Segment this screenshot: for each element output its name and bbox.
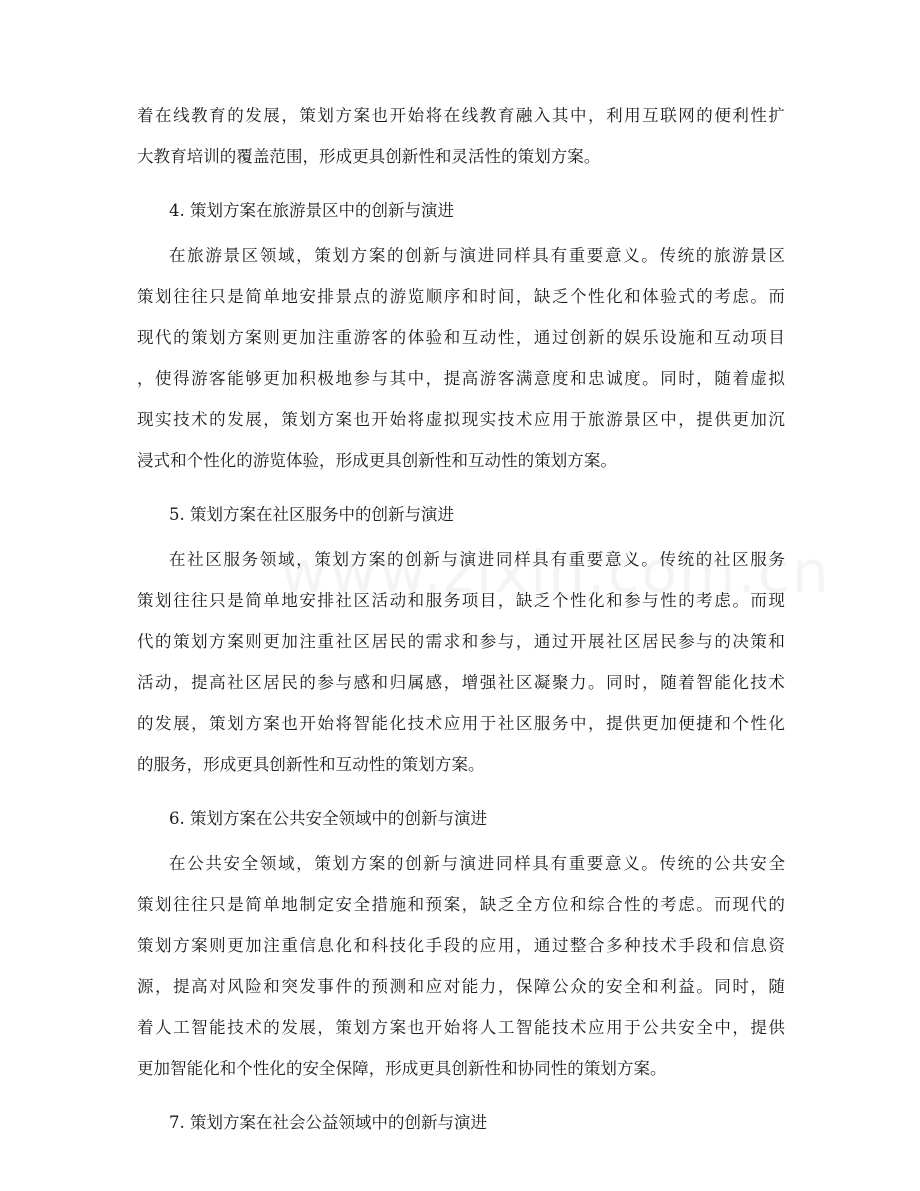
paragraph-line: 代的策划方案则更加注重社区居民的需求和参与，通过开展社区居民参与的决策和 [137,632,785,651]
paragraph-line: 现代的策划方案则更加注重游客的体验和互动性，通过创新的娱乐设施和互动项目 [137,328,785,347]
paragraph-line: 的发展，策划方案也开始将智能化技术应用于社区服务中，提供更加便捷和个性化 [137,714,785,733]
paragraph-line: 的服务，形成更具创新性和互动性的策划方案。 [137,755,485,774]
paragraph-line: 着在线教育的发展，策划方案也开始将在线教育融入其中，利用互联网的便利性扩 [137,106,785,125]
paragraph-line: 在社区服务领域，策划方案的创新与演进同样具有重要意义。传统的社区服务 [169,550,785,569]
paragraph-line: 大教育培训的覆盖范围，形成更具创新性和灵活性的策划方案。 [137,147,601,166]
paragraph-line: 在旅游景区领域，策划方案的创新与演进同样具有重要意义。传统的旅游景区 [169,246,785,265]
paragraph-line: 在公共安全领域，策划方案的创新与演进同样具有重要意义。传统的公共安全 [169,854,785,873]
paragraph-line: ，使得游客能够更加积极地参与其中，提高游客满意度和忠诚度。同时，随着虚拟 [137,369,785,388]
section-heading: 5. 策划方案在社区服务中的创新与演进 [169,505,454,524]
paragraph-line: 源，提高对风险和突发事件的预测和应对能力，保障公众的安全和利益。同时，随 [137,977,785,996]
paragraph-line: 更加智能化和个性化的安全保障，形成更具创新性和协同性的策划方案。 [137,1059,667,1078]
paragraph-line: 浸式和个性化的游览体验，形成更具创新性和互动性的策划方案。 [137,451,617,470]
paragraph-line: 现实技术的发展，策划方案也开始将虚拟现实技术应用于旅游景区中，提供更加沉 [137,410,785,429]
section-heading: 7. 策划方案在社会公益领域中的创新与演进 [169,1113,487,1132]
section-heading: 6. 策划方案在公共安全领域中的创新与演进 [169,809,487,828]
paragraph-line: 策划往往只是简单地安排景点的游览顺序和时间，缺乏个性化和体验式的考虑。而 [137,287,785,306]
paragraph-line: 策划往往只是简单地安排社区活动和服务项目，缺乏个性化和参与性的考虑。而现 [137,591,785,610]
paragraph-line: 着人工智能技术的发展，策划方案也开始将人工智能技术应用于公共安全中，提供 [137,1018,785,1037]
paragraph-line: 策划往往只是简单地制定安全措施和预案，缺乏全方位和综合性的考虑。而现代的 [137,895,785,914]
paragraph-line: 活动，提高社区居民的参与感和归属感，增强社区凝聚力。同时，随着智能化技术 [137,673,785,692]
section-heading: 4. 策划方案在旅游景区中的创新与演进 [169,201,454,220]
paragraph-line: 策划方案则更加注重信息化和科技化手段的应用，通过整合多种技术手段和信息资 [137,936,785,955]
